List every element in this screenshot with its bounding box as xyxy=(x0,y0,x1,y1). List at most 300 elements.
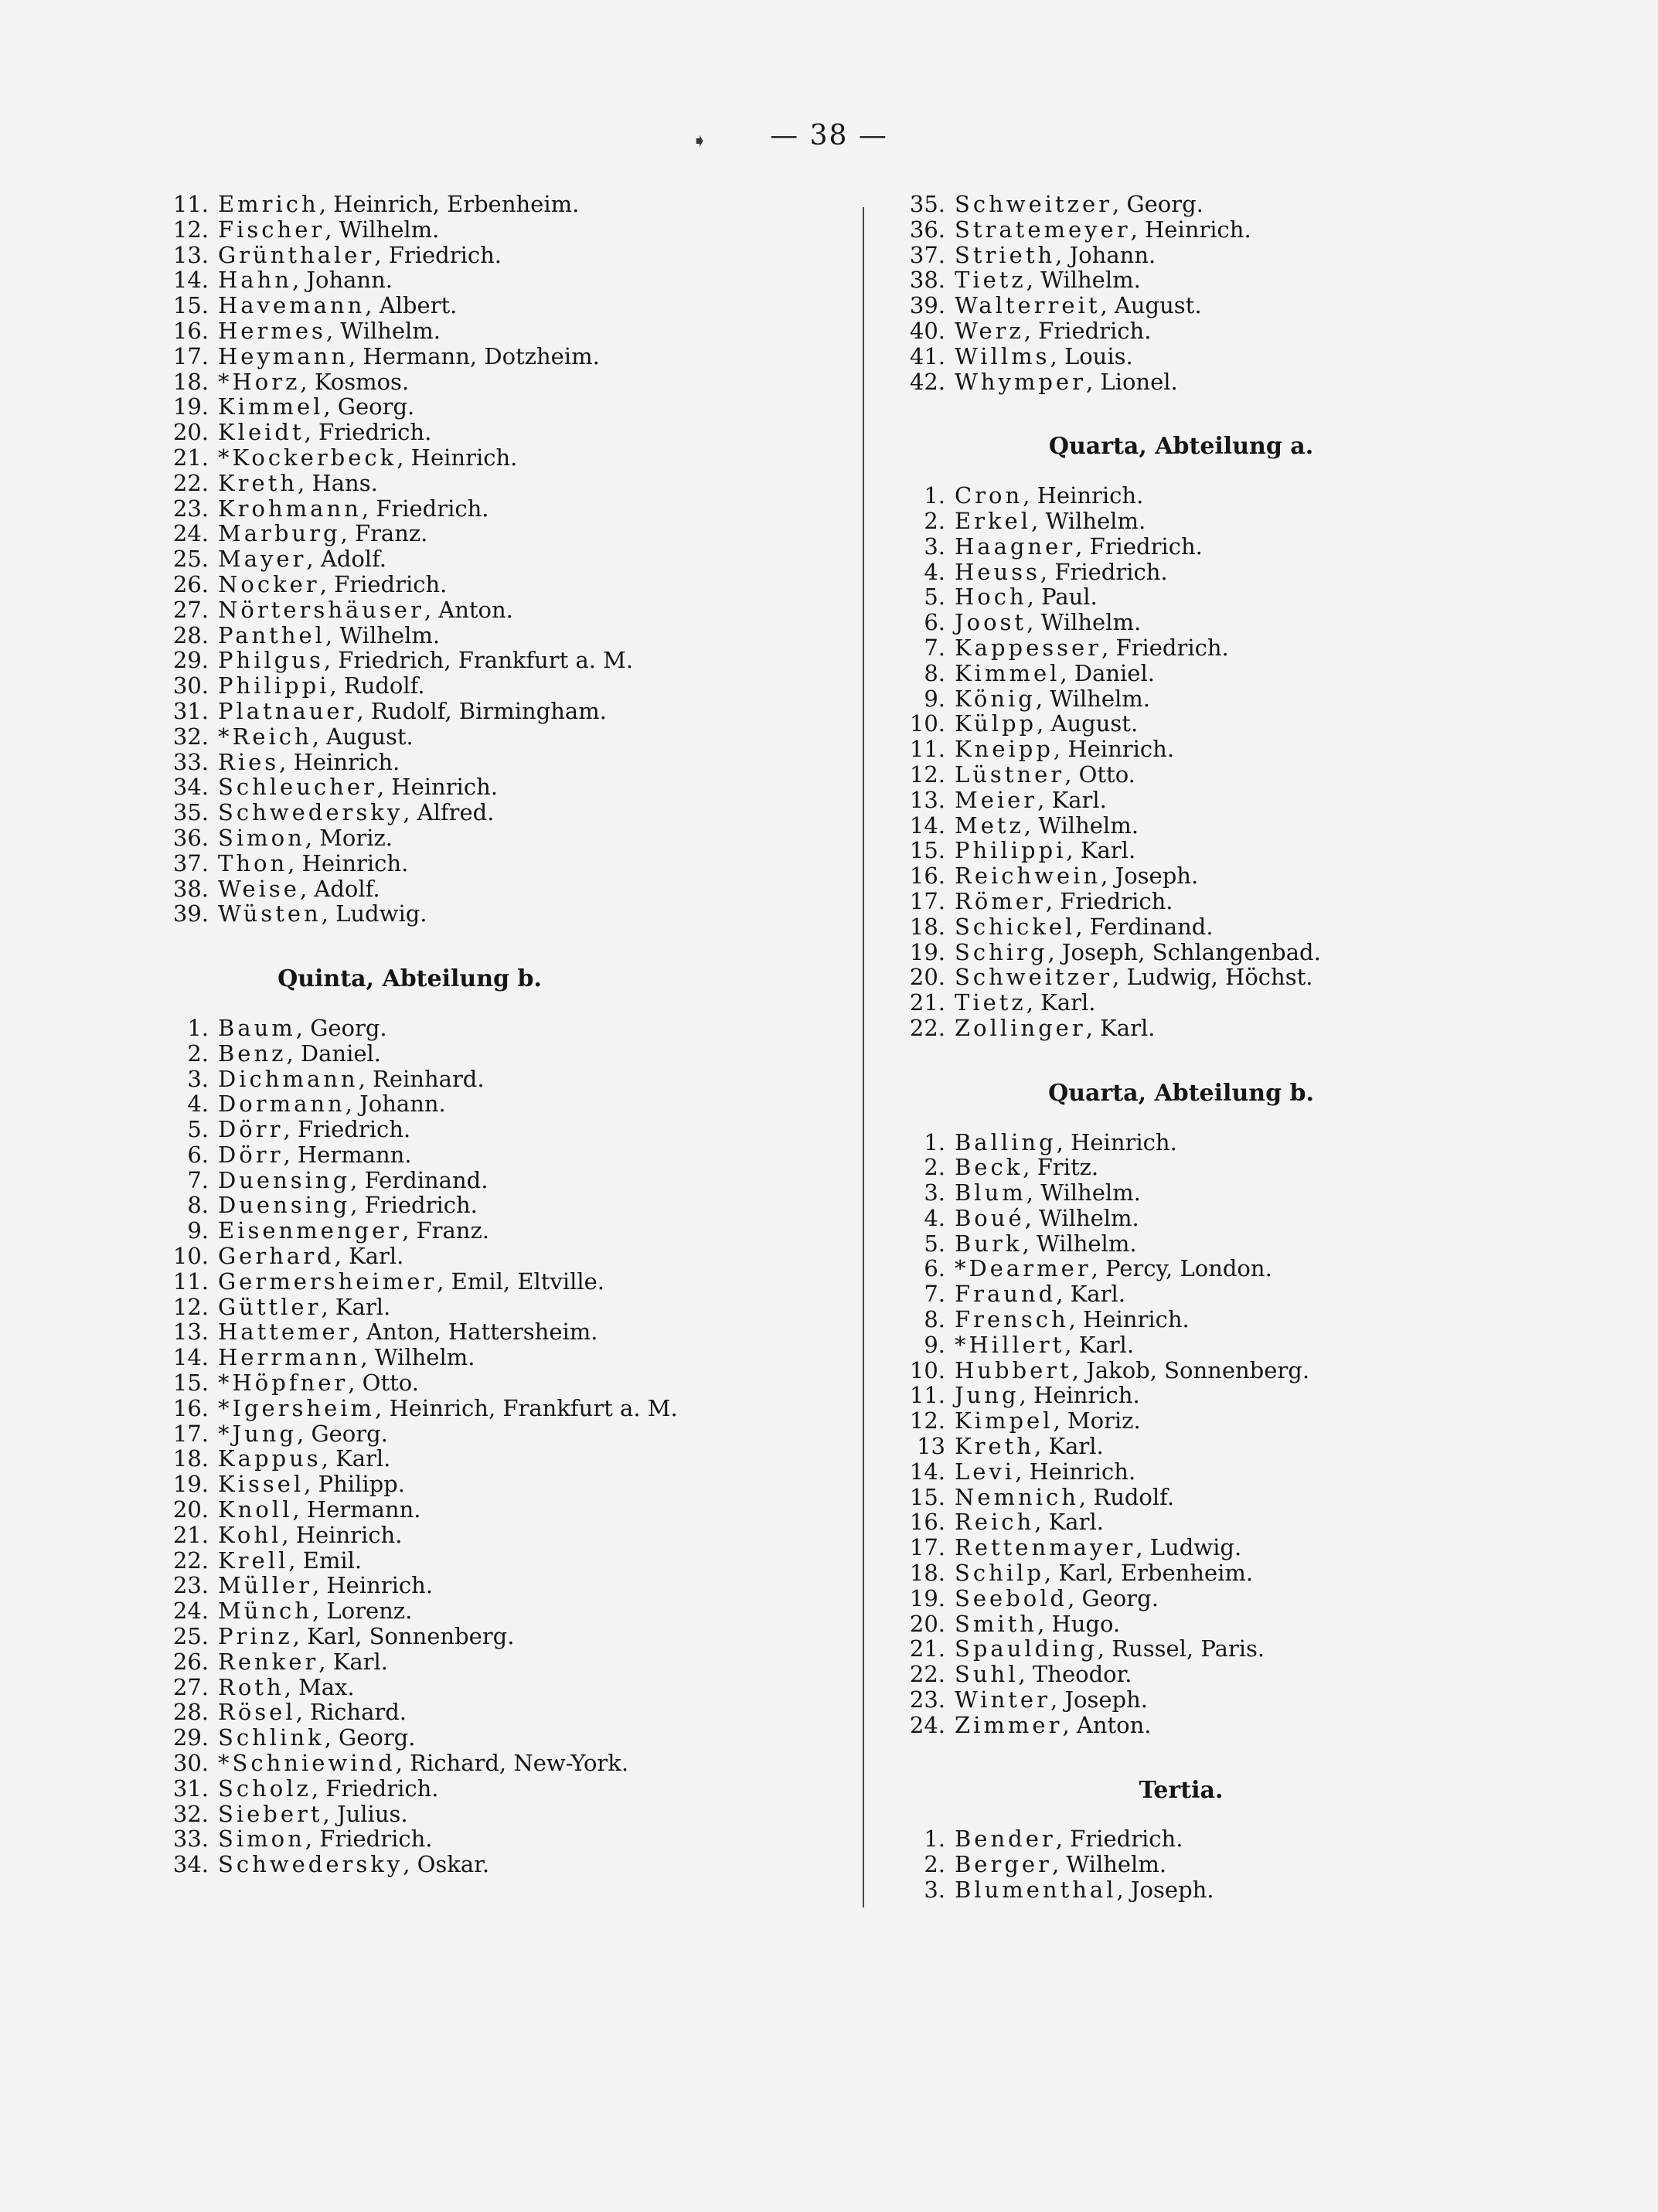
entry-surname: Schwedersky xyxy=(218,799,403,826)
list-item xyxy=(899,293,1595,318)
entry-surname: Werz xyxy=(955,317,1024,344)
entry-details: , Friedrich, Frankfurt a. M. xyxy=(323,647,634,674)
entry-number: 13. xyxy=(172,241,209,268)
list-item xyxy=(899,483,1595,509)
entry-surname: Simon xyxy=(218,824,305,851)
page-number: — 38 — xyxy=(770,120,888,151)
entry-details: , Ferdinand. xyxy=(1075,913,1214,940)
entry-surname: Münch xyxy=(218,1598,312,1625)
entry-surname: *Höpfner xyxy=(218,1370,349,1397)
list-item xyxy=(162,471,858,496)
entry-details: , Karl. xyxy=(321,1293,391,1320)
entry-surname: Simon xyxy=(218,1826,305,1853)
entry-number: 8. xyxy=(924,659,945,686)
list-item xyxy=(162,1472,858,1497)
entry-surname: Zimmer xyxy=(955,1711,1063,1738)
entry-details: , Heinrich. xyxy=(1019,1382,1140,1409)
list-item xyxy=(899,1307,1595,1332)
entry-number: 37. xyxy=(909,241,945,268)
printer-mark: ➧ xyxy=(692,130,708,151)
list-item xyxy=(899,1662,1595,1687)
list-item xyxy=(162,572,858,597)
entry-details: , Louis. xyxy=(1050,342,1133,369)
entry-surname: Knoll xyxy=(218,1496,293,1523)
list-item xyxy=(899,584,1595,610)
entry-number: 19. xyxy=(172,1471,209,1498)
list-item xyxy=(899,1636,1595,1662)
entry-surname: Strieth xyxy=(955,241,1056,268)
list-item xyxy=(899,1016,1595,1041)
entry-surname: Germersheimer xyxy=(218,1268,437,1295)
list-item xyxy=(899,1713,1595,1738)
list-item xyxy=(899,243,1595,268)
entry-number: 14. xyxy=(172,1344,209,1371)
entry-number: 28. xyxy=(172,621,209,648)
entry-surname: Hahn xyxy=(218,267,292,294)
entry-number: 9. xyxy=(187,1217,209,1244)
entry-details: , Ferdinand. xyxy=(350,1166,489,1193)
entry-surname: Schilp xyxy=(955,1560,1044,1587)
list-item xyxy=(899,1408,1595,1434)
list-item xyxy=(162,1370,858,1396)
list-item xyxy=(162,774,858,800)
entry-details: , Heinrich. xyxy=(1056,1128,1177,1155)
list-item xyxy=(162,1193,858,1218)
entry-surname: Walterreit xyxy=(955,292,1101,319)
list-item xyxy=(162,267,858,293)
list-item xyxy=(899,863,1595,889)
list-item xyxy=(899,509,1595,534)
list-item xyxy=(899,737,1595,762)
entry-number: 12. xyxy=(909,1407,945,1434)
section-heading: Quinta, Abteilung b. xyxy=(277,965,542,993)
entry-number: 1. xyxy=(187,1014,209,1041)
entry-surname: Kappesser xyxy=(955,634,1102,661)
entry-details: , Lionel. xyxy=(1085,368,1178,395)
entry-number: 24. xyxy=(172,1598,209,1625)
entry-details: , Karl. xyxy=(1034,1433,1104,1460)
entry-surname: Güttler xyxy=(218,1293,322,1320)
entry-number: 14. xyxy=(909,1458,945,1485)
entry-number: 2. xyxy=(924,507,945,534)
entry-surname: König xyxy=(955,685,1036,712)
entry-details: , Daniel. xyxy=(1060,659,1155,686)
entry-details: , Karl. xyxy=(318,1648,389,1675)
entry-surname: Schirg xyxy=(955,938,1048,965)
list-item xyxy=(899,940,1595,965)
entry-surname: Willms xyxy=(955,342,1050,369)
entry-surname: Kimmel xyxy=(218,393,324,420)
entry-number: 5. xyxy=(924,584,945,611)
entry-number: 11. xyxy=(909,736,945,763)
entry-number: 15. xyxy=(909,837,945,864)
entry-surname: Müller xyxy=(218,1572,312,1599)
list-item xyxy=(162,623,858,648)
list-item xyxy=(162,1117,858,1142)
entry-number: 6. xyxy=(924,1255,945,1282)
entry-surname: *Horz xyxy=(218,368,301,395)
entry-number: 32. xyxy=(172,1800,209,1827)
list-item xyxy=(899,914,1595,940)
entry-details: , Wilhelm. xyxy=(1035,685,1150,712)
entry-details: , Friedrich. xyxy=(304,419,432,446)
entry-surname: Philippi xyxy=(955,837,1067,864)
list-item xyxy=(899,1687,1595,1713)
list-item xyxy=(162,1142,858,1168)
list-item xyxy=(162,1396,858,1421)
list-item xyxy=(899,813,1595,839)
list-item xyxy=(899,318,1595,344)
list-item xyxy=(899,560,1595,585)
list-item xyxy=(162,1218,858,1244)
entry-number: 27. xyxy=(172,1673,209,1700)
entry-number: 19. xyxy=(172,393,209,420)
list-item xyxy=(899,1434,1595,1459)
entry-details: , Rudolf. xyxy=(1078,1483,1175,1510)
entry-details: , Daniel. xyxy=(286,1040,382,1067)
entry-number: 18. xyxy=(909,1560,945,1587)
entry-details: , Paul. xyxy=(1026,584,1098,611)
entry-number: 3. xyxy=(924,1877,945,1904)
list-item xyxy=(162,1751,858,1776)
list-item xyxy=(899,267,1595,293)
entry-surname: Kissel xyxy=(218,1471,305,1498)
entry-surname: Reich xyxy=(955,1509,1035,1536)
entry-number: 18. xyxy=(172,368,209,395)
entry-surname: Burk xyxy=(955,1230,1023,1257)
entry-number: 17. xyxy=(909,1534,945,1561)
entry-number: 13. xyxy=(909,786,945,813)
entry-surname: Fraund xyxy=(955,1281,1057,1308)
entry-number: 16. xyxy=(909,1509,945,1536)
entry-details: , Moriz. xyxy=(1053,1407,1141,1434)
entry-surname: Haagner xyxy=(955,533,1076,560)
entry-details: , Johann. xyxy=(345,1091,446,1118)
entry-surname: Kohl xyxy=(218,1521,282,1548)
entry-number: 13 xyxy=(917,1433,945,1460)
entry-surname: Winter xyxy=(955,1686,1050,1713)
entry-surname: Duensing xyxy=(218,1166,351,1193)
entry-number: 31. xyxy=(172,697,209,724)
entry-number: 19. xyxy=(909,1584,945,1611)
entry-details: , Russel, Paris. xyxy=(1097,1635,1265,1662)
entry-number: 20. xyxy=(909,964,945,991)
entry-number: 35. xyxy=(172,799,209,826)
entry-details: , Wilhelm. xyxy=(1024,1204,1139,1231)
entry-surname: Meier xyxy=(955,786,1038,813)
entry-surname: Ries xyxy=(218,748,280,775)
right-column xyxy=(899,192,1595,1903)
entry-number: 28. xyxy=(172,1699,209,1726)
entry-details: , August. xyxy=(312,723,414,750)
list-item xyxy=(899,661,1595,686)
entry-surname: Blumenthal xyxy=(955,1877,1117,1904)
entry-number: 34. xyxy=(172,1851,209,1878)
entry-surname: Stratemeyer xyxy=(955,216,1131,243)
entry-details: , Wilhelm. xyxy=(1022,1230,1137,1257)
entry-number: 32. xyxy=(172,723,209,750)
entry-surname: Herrmann xyxy=(218,1344,361,1371)
list-item xyxy=(162,1802,858,1827)
entry-number: 23. xyxy=(909,1686,945,1713)
entry-surname: Kreth xyxy=(955,1433,1035,1460)
entry-surname: Zollinger xyxy=(955,1014,1086,1041)
list-item xyxy=(162,1598,858,1624)
entry-details: , Heinrich. xyxy=(1068,1306,1190,1333)
entry-surname: Schweitzer xyxy=(955,191,1113,217)
entry-surname: Nemnich xyxy=(955,1483,1079,1510)
entry-surname: Metz xyxy=(955,812,1024,839)
entry-number: 15. xyxy=(172,292,209,319)
entry-surname: Marburg xyxy=(218,520,341,547)
entry-surname: Blum xyxy=(955,1179,1026,1206)
entry-surname: Levi xyxy=(955,1458,1016,1485)
entry-details: , Karl. xyxy=(334,1243,404,1270)
entry-surname: Rettenmayer xyxy=(955,1534,1136,1561)
entry-details: , Adolf. xyxy=(299,875,380,902)
entry-surname: Eisenmenger xyxy=(218,1217,403,1244)
list-item xyxy=(162,1523,858,1548)
entry-surname: Rösel xyxy=(218,1699,296,1726)
entry-number: 22. xyxy=(172,469,209,496)
entry-surname: *Schniewind xyxy=(218,1750,396,1777)
entry-details: , Karl. xyxy=(1037,786,1107,813)
list-item xyxy=(162,901,858,927)
entry-surname: Dichmann xyxy=(218,1065,359,1092)
entry-details: , Friedrich. xyxy=(311,1775,439,1802)
entry-number: 39. xyxy=(172,900,209,927)
entry-number: 1. xyxy=(924,1826,945,1853)
list-item xyxy=(162,724,858,750)
entry-details: , Georg. xyxy=(295,1014,387,1041)
entry-surname: Duensing xyxy=(218,1192,351,1219)
list-item xyxy=(162,750,858,775)
list-item xyxy=(162,521,858,546)
entry-surname: Schweitzer xyxy=(955,964,1113,991)
list-item xyxy=(162,1649,858,1675)
list-item xyxy=(162,394,858,420)
list-item xyxy=(899,788,1595,813)
entry-details: , Friedrich. xyxy=(1040,558,1168,585)
entry-details: , Hermann. xyxy=(292,1496,421,1523)
entry-details: , Friedrich. xyxy=(1023,317,1152,344)
list-item xyxy=(162,1067,858,1092)
entry-details: , Karl. xyxy=(321,1445,391,1472)
entry-surname: Whymper xyxy=(955,368,1086,395)
entry-surname: *Reich xyxy=(218,723,312,750)
entry-details: , Karl. xyxy=(1034,1509,1104,1536)
entry-number: 29. xyxy=(172,1724,209,1751)
entry-number: 8. xyxy=(924,1306,945,1333)
entry-number: 2. xyxy=(924,1154,945,1181)
entry-details: , Karl, Erbenheim. xyxy=(1043,1560,1254,1587)
entry-number: 40. xyxy=(909,317,945,344)
entry-number: 38. xyxy=(909,267,945,294)
list-item xyxy=(899,762,1595,788)
list-item xyxy=(162,318,858,344)
list-item xyxy=(899,1459,1595,1485)
entry-surname: Lüstner xyxy=(955,761,1065,788)
entry-number: 16. xyxy=(172,1394,209,1421)
list-item xyxy=(162,597,858,623)
list-item xyxy=(899,1383,1595,1408)
entry-number: 2. xyxy=(924,1851,945,1878)
entry-details: , Joseph. xyxy=(1050,1686,1148,1713)
entry-surname: Schleucher xyxy=(218,774,377,801)
entry-details: , Karl. xyxy=(1066,837,1136,864)
entry-number: 25. xyxy=(172,1623,209,1650)
entry-details: , Karl. xyxy=(1085,1014,1156,1041)
entry-surname: Hattemer xyxy=(218,1319,352,1346)
entry-details: , Albert. xyxy=(365,292,458,319)
list-item xyxy=(162,851,858,876)
entry-details: , Adolf. xyxy=(306,546,387,573)
entry-number: 12. xyxy=(172,1293,209,1320)
entry-details: , Wilhelm. xyxy=(1026,1179,1141,1206)
entry-details: , Anton. xyxy=(1062,1711,1152,1738)
list-item xyxy=(162,876,858,902)
entry-number: 35. xyxy=(909,191,945,217)
list-item xyxy=(899,711,1595,737)
entry-details: , Joseph, Schlangenbad. xyxy=(1047,938,1321,965)
entry-number: 12. xyxy=(172,216,209,243)
entry-number: 20. xyxy=(172,419,209,446)
left-column xyxy=(162,192,858,1877)
list-item xyxy=(899,1130,1595,1155)
entry-details: , Theodor. xyxy=(1018,1661,1132,1688)
entry-details: , Rudolf, Birmingham. xyxy=(356,697,607,724)
list-item xyxy=(899,1485,1595,1510)
list-item xyxy=(899,217,1595,243)
entry-details: , Heinrich. xyxy=(1053,736,1175,763)
entry-number: 21. xyxy=(172,444,209,471)
entry-surname: Weise xyxy=(218,875,300,902)
entry-number: 24. xyxy=(909,1711,945,1738)
entry-details: , Wilhelm. xyxy=(360,1344,475,1371)
entry-details: , Emil, Eltville. xyxy=(437,1268,605,1295)
list-item xyxy=(162,1573,858,1598)
entry-details: , Karl. xyxy=(1056,1281,1125,1308)
list-item xyxy=(162,673,858,699)
entry-details: , Heinrich. xyxy=(1130,216,1251,243)
entry-surname: Dörr xyxy=(218,1116,284,1143)
entry-details: , Heinrich. xyxy=(1023,482,1144,509)
entry-details: , Wilhelm. xyxy=(1023,812,1139,839)
entry-number: 18. xyxy=(172,1445,209,1472)
entry-surname: Schlink xyxy=(218,1724,325,1751)
entry-details: , Wilhelm. xyxy=(1026,267,1141,294)
entry-number: 8. xyxy=(187,1192,209,1219)
entry-surname: Philippi xyxy=(218,672,330,699)
list-item xyxy=(899,686,1595,712)
entry-surname: *Dearmer xyxy=(955,1255,1091,1282)
section-heading: Tertia. xyxy=(1139,1776,1224,1804)
entry-number: 11. xyxy=(172,191,209,217)
entry-details: , Max. xyxy=(284,1673,355,1700)
entry-details: , Anton, Hattersheim. xyxy=(352,1319,598,1346)
entry-number: 26. xyxy=(172,1648,209,1675)
entry-surname: Balling xyxy=(955,1128,1057,1155)
entry-details: , Lorenz. xyxy=(312,1598,413,1625)
column-divider xyxy=(863,207,864,1907)
entry-surname: *Igersheim xyxy=(218,1394,376,1421)
entry-surname: Renker xyxy=(218,1648,319,1675)
list-item xyxy=(162,1776,858,1802)
list-item xyxy=(899,1509,1595,1535)
entry-details: , Heinrich. xyxy=(279,748,400,775)
entry-details: , August. xyxy=(1037,710,1139,737)
entry-surname: Kneipp xyxy=(955,736,1054,763)
entry-surname: Tietz xyxy=(955,989,1026,1016)
list-item xyxy=(899,1332,1595,1358)
entry-surname: Kimpel xyxy=(955,1407,1054,1434)
list-item xyxy=(162,1016,858,1041)
entry-number: 5. xyxy=(187,1116,209,1143)
entry-number: 31. xyxy=(172,1775,209,1802)
entry-details: , Georg. xyxy=(1067,1584,1159,1611)
list-item xyxy=(162,217,858,243)
entry-surname: Kreth xyxy=(218,469,298,496)
list-item xyxy=(162,344,858,369)
entry-number: 16. xyxy=(909,863,945,890)
entry-number: 20. xyxy=(172,1496,209,1523)
list-item xyxy=(899,1560,1595,1586)
entry-number: 13. xyxy=(172,1319,209,1346)
entry-surname: Cron xyxy=(955,482,1023,509)
entry-number: 10. xyxy=(909,1356,945,1383)
entry-details: , Richard. xyxy=(295,1699,407,1726)
entry-details: , Heinrich. xyxy=(397,444,518,471)
entry-surname: Kimmel xyxy=(955,659,1061,686)
entry-number: 22. xyxy=(909,1014,945,1041)
entry-number: 10. xyxy=(909,710,945,737)
entry-details: , Rudolf. xyxy=(329,672,425,699)
entry-surname: Nörtershäuser xyxy=(218,596,424,623)
entry-number: 25. xyxy=(172,546,209,573)
list-item xyxy=(162,1675,858,1700)
entry-surname: Baum xyxy=(218,1014,296,1041)
entry-number: 14. xyxy=(172,267,209,294)
list-item xyxy=(162,1446,858,1472)
entry-details: , Georg. xyxy=(324,1724,416,1751)
list-item xyxy=(162,546,858,572)
entry-surname: Jung xyxy=(955,1382,1020,1409)
list-item xyxy=(162,1041,858,1067)
entry-surname: Boué xyxy=(955,1204,1025,1231)
entry-surname: Hoch xyxy=(955,584,1027,611)
entry-details: , Julius. xyxy=(322,1800,408,1827)
list-item xyxy=(899,889,1595,914)
list-item xyxy=(899,610,1595,635)
list-item xyxy=(162,1295,858,1320)
list-item xyxy=(162,648,858,673)
entry-number: 21. xyxy=(909,1635,945,1662)
entry-details: , Heinrich, Erbenheim. xyxy=(318,191,580,217)
list-item xyxy=(899,1180,1595,1206)
entry-number: 16. xyxy=(172,317,209,344)
entry-details: , Otto. xyxy=(348,1370,419,1397)
entry-number: 38. xyxy=(172,875,209,902)
list-item xyxy=(162,1269,858,1295)
entry-surname: Gerhard xyxy=(218,1243,335,1270)
entry-details: , Friedrich. xyxy=(319,570,448,597)
entry-details: , Heinrich. xyxy=(376,774,498,801)
entry-details: , Percy, London. xyxy=(1091,1255,1272,1282)
entry-number: 12. xyxy=(909,761,945,788)
entry-number: 6. xyxy=(924,609,945,636)
entry-details: , Friedrich. xyxy=(1075,533,1203,560)
entry-surname: *Hillert xyxy=(955,1331,1065,1358)
